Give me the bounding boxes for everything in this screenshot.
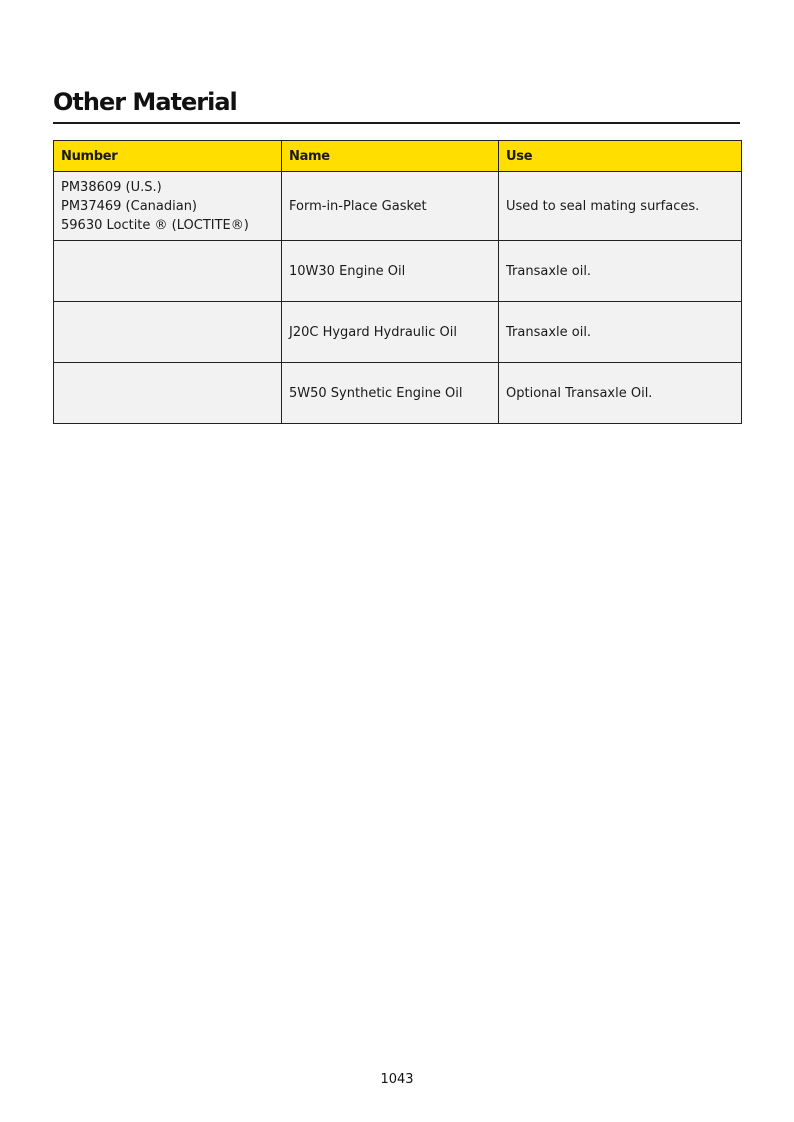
page-number: 1043 — [380, 1072, 414, 1087]
cell-number — [54, 363, 282, 424]
table-row — [54, 363, 742, 424]
cell-number — [54, 302, 282, 363]
cell-name: J20C Hygard Hydraulic Oil — [282, 302, 499, 363]
cell-name: 5W50 Synthetic Engine Oil — [282, 363, 499, 424]
cell-use: Transaxle oil. — [499, 302, 742, 363]
cell-use: Transaxle oil. — [499, 241, 742, 302]
title-divider — [53, 122, 740, 124]
table-row — [54, 302, 742, 363]
table-row — [54, 241, 742, 302]
part-number: PM37469 (Canadian) — [61, 198, 198, 214]
cell-number — [54, 241, 282, 302]
page-title: Other Material — [53, 88, 237, 116]
cell-name: Form-in-Place Gasket — [282, 172, 499, 241]
cell-number — [54, 172, 282, 241]
materials-table — [53, 140, 742, 424]
table-row — [54, 172, 742, 241]
column-header-use: Use — [499, 141, 742, 172]
cell-use: Optional Transaxle Oil. — [499, 363, 742, 424]
column-header-number: Number — [54, 141, 282, 172]
cell-name: 10W30 Engine Oil — [282, 241, 499, 302]
table-header-row — [54, 141, 742, 172]
part-number: 59630 Loctite ® (LOCTITE®) — [61, 217, 249, 233]
column-header-name: Name — [282, 141, 499, 172]
cell-use: Used to seal mating surfaces. — [499, 172, 742, 241]
part-number: PM38609 (U.S.) — [61, 179, 162, 195]
